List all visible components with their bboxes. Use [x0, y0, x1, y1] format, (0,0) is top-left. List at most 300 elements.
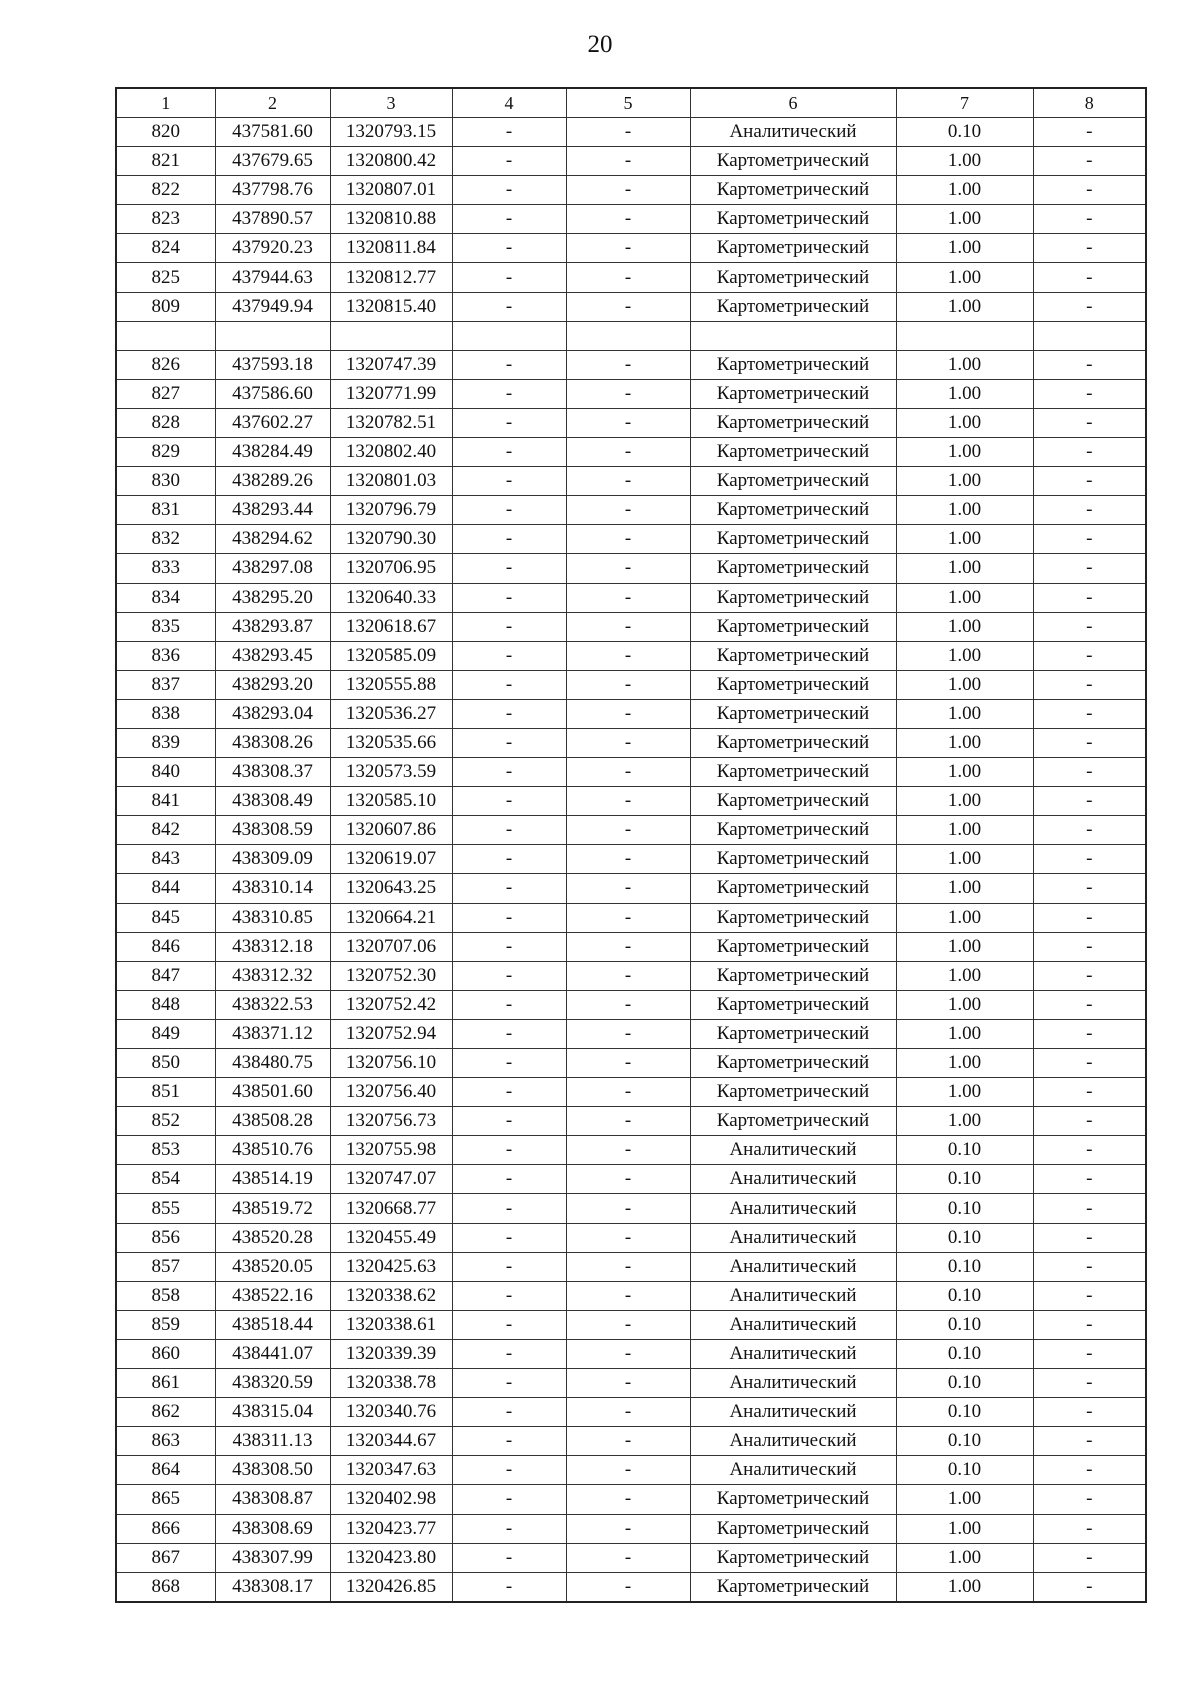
col5-cell: - [566, 1572, 690, 1602]
col8-cell [1033, 321, 1146, 350]
method-cell: Картометрический [690, 147, 896, 176]
table-row [116, 961, 1146, 990]
accuracy-cell: 1.00 [896, 234, 1033, 263]
col8-cell: - [1033, 1281, 1146, 1310]
x-coordinate-cell: 438293.20 [215, 670, 330, 699]
method-cell: Картометрический [690, 932, 896, 961]
x-coordinate-cell: 438293.04 [215, 699, 330, 728]
y-coordinate-cell: 1320756.40 [330, 1078, 452, 1107]
col8-cell: - [1033, 1165, 1146, 1194]
col4-cell: - [452, 1165, 566, 1194]
point-number-cell: 858 [116, 1281, 215, 1310]
col4-cell: - [452, 699, 566, 728]
point-number-cell: 859 [116, 1310, 215, 1339]
column-header: 6 [690, 88, 896, 118]
col8-cell: - [1033, 438, 1146, 467]
point-number-cell: 832 [116, 525, 215, 554]
col5-cell: - [566, 990, 690, 1019]
col8-cell: - [1033, 1194, 1146, 1223]
col8-cell: - [1033, 176, 1146, 205]
column-header: 1 [116, 88, 215, 118]
x-coordinate-cell: 437890.57 [215, 205, 330, 234]
table-row [116, 1019, 1146, 1048]
accuracy-cell: 1.00 [896, 176, 1033, 205]
method-cell [690, 321, 896, 350]
col8-cell: - [1033, 932, 1146, 961]
method-cell: Картометрический [690, 234, 896, 263]
method-cell: Картометрический [690, 845, 896, 874]
y-coordinate-cell: 1320573.59 [330, 758, 452, 787]
method-cell: Аналитический [690, 1398, 896, 1427]
accuracy-cell: 0.10 [896, 118, 1033, 147]
col5-cell: - [566, 1339, 690, 1368]
accuracy-cell: 1.00 [896, 1543, 1033, 1572]
y-coordinate-cell: 1320402.98 [330, 1485, 452, 1514]
method-cell: Картометрический [690, 1078, 896, 1107]
accuracy-cell: 0.10 [896, 1369, 1033, 1398]
table-row [116, 525, 1146, 554]
method-cell: Аналитический [690, 1165, 896, 1194]
method-cell: Картометрический [690, 961, 896, 990]
x-coordinate-cell: 438308.69 [215, 1514, 330, 1543]
y-coordinate-cell: 1320796.79 [330, 496, 452, 525]
table-row [116, 379, 1146, 408]
accuracy-cell: 1.00 [896, 1078, 1033, 1107]
col8-cell: - [1033, 1339, 1146, 1368]
y-coordinate-cell [330, 321, 452, 350]
col4-cell: - [452, 292, 566, 321]
point-number-cell: 835 [116, 612, 215, 641]
accuracy-cell: 1.00 [896, 583, 1033, 612]
col4-cell: - [452, 1514, 566, 1543]
col4-cell: - [452, 438, 566, 467]
col5-cell: - [566, 176, 690, 205]
accuracy-cell: 0.10 [896, 1398, 1033, 1427]
method-cell: Картометрический [690, 641, 896, 670]
col5-cell: - [566, 583, 690, 612]
point-number-cell: 849 [116, 1019, 215, 1048]
method-cell: Аналитический [690, 118, 896, 147]
y-coordinate-cell: 1320338.61 [330, 1310, 452, 1339]
coordinates-table [115, 87, 1147, 1603]
point-number-cell: 855 [116, 1194, 215, 1223]
point-number-cell: 864 [116, 1456, 215, 1485]
col5-cell: - [566, 408, 690, 437]
y-coordinate-cell: 1320807.01 [330, 176, 452, 205]
x-coordinate-cell: 438441.07 [215, 1339, 330, 1368]
table-row [116, 350, 1146, 379]
col5-cell: - [566, 379, 690, 408]
x-coordinate-cell: 438510.76 [215, 1136, 330, 1165]
method-cell: Картометрический [690, 1485, 896, 1514]
col4-cell: - [452, 787, 566, 816]
y-coordinate-cell: 1320812.77 [330, 263, 452, 292]
col8-cell: - [1033, 205, 1146, 234]
col5-cell: - [566, 1136, 690, 1165]
x-coordinate-cell: 438307.99 [215, 1543, 330, 1572]
x-coordinate-cell: 438315.04 [215, 1398, 330, 1427]
x-coordinate-cell: 437944.63 [215, 263, 330, 292]
method-cell: Картометрический [690, 1107, 896, 1136]
col4-cell: - [452, 1223, 566, 1252]
x-coordinate-cell: 438310.85 [215, 903, 330, 932]
point-number-cell: 844 [116, 874, 215, 903]
accuracy-cell: 1.00 [896, 263, 1033, 292]
method-cell: Аналитический [690, 1456, 896, 1485]
col4-cell: - [452, 379, 566, 408]
col4-cell: - [452, 932, 566, 961]
point-number-cell: 866 [116, 1514, 215, 1543]
col5-cell: - [566, 932, 690, 961]
point-number-cell: 841 [116, 787, 215, 816]
column-header: 3 [330, 88, 452, 118]
accuracy-cell: 1.00 [896, 903, 1033, 932]
method-cell: Аналитический [690, 1223, 896, 1252]
col5-cell: - [566, 234, 690, 263]
accuracy-cell: 0.10 [896, 1281, 1033, 1310]
table-row [116, 292, 1146, 321]
accuracy-cell: 1.00 [896, 845, 1033, 874]
method-cell: Картометрический [690, 263, 896, 292]
col4-cell: - [452, 1427, 566, 1456]
table-row [116, 1398, 1146, 1427]
accuracy-cell: 1.00 [896, 1514, 1033, 1543]
col4-cell: - [452, 1456, 566, 1485]
accuracy-cell: 1.00 [896, 350, 1033, 379]
col8-cell: - [1033, 1369, 1146, 1398]
col4-cell: - [452, 1485, 566, 1514]
table-row [116, 554, 1146, 583]
accuracy-cell: 1.00 [896, 147, 1033, 176]
x-coordinate-cell: 438480.75 [215, 1049, 330, 1078]
method-cell: Картометрический [690, 670, 896, 699]
table-row [116, 1165, 1146, 1194]
col8-cell: - [1033, 1485, 1146, 1514]
table-row [116, 1572, 1146, 1602]
x-coordinate-cell: 438518.44 [215, 1310, 330, 1339]
x-coordinate-cell: 438519.72 [215, 1194, 330, 1223]
col4-cell: - [452, 670, 566, 699]
col5-cell: - [566, 496, 690, 525]
col5-cell: - [566, 670, 690, 699]
col4-cell: - [452, 147, 566, 176]
table-row [116, 699, 1146, 728]
col5-cell: - [566, 1049, 690, 1078]
method-cell: Картометрический [690, 1049, 896, 1078]
col5-cell: - [566, 1281, 690, 1310]
table-row [116, 1281, 1146, 1310]
col4-cell: - [452, 1107, 566, 1136]
col5-cell: - [566, 1107, 690, 1136]
method-cell: Картометрический [690, 583, 896, 612]
col8-cell: - [1033, 670, 1146, 699]
col5-cell: - [566, 1194, 690, 1223]
col8-cell: - [1033, 292, 1146, 321]
x-coordinate-cell: 438297.08 [215, 554, 330, 583]
y-coordinate-cell: 1320555.88 [330, 670, 452, 699]
col4-cell [452, 321, 566, 350]
col8-cell: - [1033, 874, 1146, 903]
col5-cell: - [566, 1078, 690, 1107]
col4-cell: - [452, 758, 566, 787]
table-row [116, 1136, 1146, 1165]
table-row [116, 1369, 1146, 1398]
method-cell: Картометрический [690, 408, 896, 437]
point-number-cell: 867 [116, 1543, 215, 1572]
col5-cell: - [566, 728, 690, 757]
x-coordinate-cell: 438295.20 [215, 583, 330, 612]
y-coordinate-cell: 1320535.66 [330, 728, 452, 757]
col5-cell: - [566, 1514, 690, 1543]
y-coordinate-cell: 1320664.21 [330, 903, 452, 932]
column-header: 8 [1033, 88, 1146, 118]
col5-cell: - [566, 1310, 690, 1339]
col4-cell: - [452, 874, 566, 903]
table-row [116, 147, 1146, 176]
accuracy-cell: 1.00 [896, 379, 1033, 408]
col8-cell: - [1033, 1456, 1146, 1485]
col4-cell: - [452, 350, 566, 379]
y-coordinate-cell: 1320607.86 [330, 816, 452, 845]
method-cell: Картометрический [690, 176, 896, 205]
y-coordinate-cell: 1320338.78 [330, 1369, 452, 1398]
accuracy-cell: 1.00 [896, 816, 1033, 845]
col5-cell: - [566, 1456, 690, 1485]
y-coordinate-cell: 1320425.63 [330, 1252, 452, 1281]
method-cell: Картометрический [690, 612, 896, 641]
col8-cell: - [1033, 903, 1146, 932]
col5-cell: - [566, 1369, 690, 1398]
accuracy-cell: 0.10 [896, 1456, 1033, 1485]
accuracy-cell: 0.10 [896, 1136, 1033, 1165]
col5-cell: - [566, 1165, 690, 1194]
accuracy-cell: 1.00 [896, 205, 1033, 234]
table-row [116, 845, 1146, 874]
x-coordinate-cell: 438284.49 [215, 438, 330, 467]
col5-cell: - [566, 874, 690, 903]
y-coordinate-cell: 1320752.94 [330, 1019, 452, 1048]
accuracy-cell: 1.00 [896, 496, 1033, 525]
table-row [116, 321, 1146, 350]
x-coordinate-cell: 438308.59 [215, 816, 330, 845]
col8-cell: - [1033, 612, 1146, 641]
y-coordinate-cell: 1320643.25 [330, 874, 452, 903]
x-coordinate-cell: 438308.17 [215, 1572, 330, 1602]
point-number-cell: 828 [116, 408, 215, 437]
y-coordinate-cell: 1320793.15 [330, 118, 452, 147]
method-cell: Картометрический [690, 728, 896, 757]
y-coordinate-cell: 1320618.67 [330, 612, 452, 641]
method-cell: Картометрический [690, 874, 896, 903]
col8-cell: - [1033, 816, 1146, 845]
table-row [116, 583, 1146, 612]
accuracy-cell: 1.00 [896, 467, 1033, 496]
table-row [116, 408, 1146, 437]
table-body [116, 118, 1146, 1602]
method-cell: Картометрический [690, 292, 896, 321]
accuracy-cell: 1.00 [896, 525, 1033, 554]
y-coordinate-cell: 1320790.30 [330, 525, 452, 554]
point-number-cell: 861 [116, 1369, 215, 1398]
method-cell: Картометрический [690, 1019, 896, 1048]
method-cell: Картометрический [690, 525, 896, 554]
point-number-cell [116, 321, 215, 350]
method-cell: Картометрический [690, 903, 896, 932]
col8-cell: - [1033, 496, 1146, 525]
method-cell: Картометрический [690, 758, 896, 787]
x-coordinate-cell [215, 321, 330, 350]
col4-cell: - [452, 583, 566, 612]
point-number-cell: 833 [116, 554, 215, 583]
accuracy-cell: 1.00 [896, 1107, 1033, 1136]
col5-cell: - [566, 1543, 690, 1572]
col4-cell: - [452, 816, 566, 845]
col4-cell: - [452, 728, 566, 757]
method-cell: Аналитический [690, 1310, 896, 1339]
col5-cell: - [566, 612, 690, 641]
method-cell: Картометрический [690, 554, 896, 583]
point-number-cell: 834 [116, 583, 215, 612]
col5-cell: - [566, 1252, 690, 1281]
col4-cell: - [452, 641, 566, 670]
col5-cell: - [566, 699, 690, 728]
col5-cell: - [566, 787, 690, 816]
accuracy-cell: 1.00 [896, 641, 1033, 670]
y-coordinate-cell: 1320536.27 [330, 699, 452, 728]
table-row [116, 1107, 1146, 1136]
col8-cell: - [1033, 845, 1146, 874]
x-coordinate-cell: 438308.87 [215, 1485, 330, 1514]
col4-cell: - [452, 525, 566, 554]
y-coordinate-cell: 1320344.67 [330, 1427, 452, 1456]
col8-cell: - [1033, 147, 1146, 176]
point-number-cell: 822 [116, 176, 215, 205]
method-cell: Картометрический [690, 1543, 896, 1572]
accuracy-cell: 1.00 [896, 758, 1033, 787]
y-coordinate-cell: 1320811.84 [330, 234, 452, 263]
col5-cell: - [566, 147, 690, 176]
point-number-cell: 838 [116, 699, 215, 728]
x-coordinate-cell: 438311.13 [215, 1427, 330, 1456]
x-coordinate-cell: 437949.94 [215, 292, 330, 321]
x-coordinate-cell: 438308.50 [215, 1456, 330, 1485]
x-coordinate-cell: 438312.18 [215, 932, 330, 961]
col4-cell: - [452, 1136, 566, 1165]
accuracy-cell: 1.00 [896, 728, 1033, 757]
col8-cell: - [1033, 1398, 1146, 1427]
table-row [116, 903, 1146, 932]
table-row [116, 1427, 1146, 1456]
method-cell: Картометрический [690, 350, 896, 379]
column-header: 4 [452, 88, 566, 118]
method-cell: Картометрический [690, 1514, 896, 1543]
col5-cell: - [566, 554, 690, 583]
col4-cell: - [452, 1369, 566, 1398]
col8-cell: - [1033, 1572, 1146, 1602]
col5-cell: - [566, 205, 690, 234]
col4-cell: - [452, 176, 566, 205]
col5-cell: - [566, 263, 690, 292]
accuracy-cell: 0.10 [896, 1165, 1033, 1194]
accuracy-cell: 1.00 [896, 1049, 1033, 1078]
col4-cell: - [452, 1281, 566, 1310]
y-coordinate-cell: 1320668.77 [330, 1194, 452, 1223]
x-coordinate-cell: 438294.62 [215, 525, 330, 554]
col4-cell: - [452, 612, 566, 641]
y-coordinate-cell: 1320423.80 [330, 1543, 452, 1572]
y-coordinate-cell: 1320756.10 [330, 1049, 452, 1078]
col5-cell: - [566, 903, 690, 932]
x-coordinate-cell: 438293.45 [215, 641, 330, 670]
col5-cell: - [566, 758, 690, 787]
x-coordinate-cell: 438309.09 [215, 845, 330, 874]
col4-cell: - [452, 408, 566, 437]
col5-cell [566, 321, 690, 350]
method-cell: Картометрический [690, 787, 896, 816]
accuracy-cell: 1.00 [896, 554, 1033, 583]
table-row [116, 1310, 1146, 1339]
x-coordinate-cell: 438310.14 [215, 874, 330, 903]
column-header: 2 [215, 88, 330, 118]
accuracy-cell: 1.00 [896, 874, 1033, 903]
point-number-cell: 829 [116, 438, 215, 467]
col5-cell: - [566, 845, 690, 874]
x-coordinate-cell: 437581.60 [215, 118, 330, 147]
col5-cell: - [566, 961, 690, 990]
accuracy-cell: 0.10 [896, 1427, 1033, 1456]
col4-cell: - [452, 554, 566, 583]
col4-cell: - [452, 205, 566, 234]
point-number-cell: 830 [116, 467, 215, 496]
point-number-cell: 853 [116, 1136, 215, 1165]
method-cell: Картометрический [690, 205, 896, 234]
page-number: 20 [587, 31, 613, 58]
col4-cell: - [452, 1310, 566, 1339]
point-number-cell: 868 [116, 1572, 215, 1602]
col8-cell: - [1033, 583, 1146, 612]
table-row [116, 118, 1146, 147]
col4-cell: - [452, 1572, 566, 1602]
x-coordinate-cell: 438520.28 [215, 1223, 330, 1252]
x-coordinate-cell: 438501.60 [215, 1078, 330, 1107]
method-cell: Картометрический [690, 1572, 896, 1602]
method-cell: Аналитический [690, 1369, 896, 1398]
col8-cell: - [1033, 1107, 1146, 1136]
col8-cell: - [1033, 554, 1146, 583]
col8-cell: - [1033, 961, 1146, 990]
accuracy-cell: 1.00 [896, 408, 1033, 437]
x-coordinate-cell: 438320.59 [215, 1369, 330, 1398]
y-coordinate-cell: 1320810.88 [330, 205, 452, 234]
x-coordinate-cell: 438514.19 [215, 1165, 330, 1194]
table-row [116, 787, 1146, 816]
point-number-cell: 825 [116, 263, 215, 292]
x-coordinate-cell: 437586.60 [215, 379, 330, 408]
x-coordinate-cell: 438308.49 [215, 787, 330, 816]
y-coordinate-cell: 1320752.42 [330, 990, 452, 1019]
accuracy-cell [896, 321, 1033, 350]
table-row [116, 932, 1146, 961]
x-coordinate-cell: 438522.16 [215, 1281, 330, 1310]
col4-cell: - [452, 1398, 566, 1427]
accuracy-cell: 1.00 [896, 932, 1033, 961]
x-coordinate-cell: 438312.32 [215, 961, 330, 990]
point-number-cell: 850 [116, 1049, 215, 1078]
col8-cell: - [1033, 1543, 1146, 1572]
point-number-cell: 820 [116, 118, 215, 147]
method-cell: Аналитический [690, 1194, 896, 1223]
method-cell: Картометрический [690, 816, 896, 845]
